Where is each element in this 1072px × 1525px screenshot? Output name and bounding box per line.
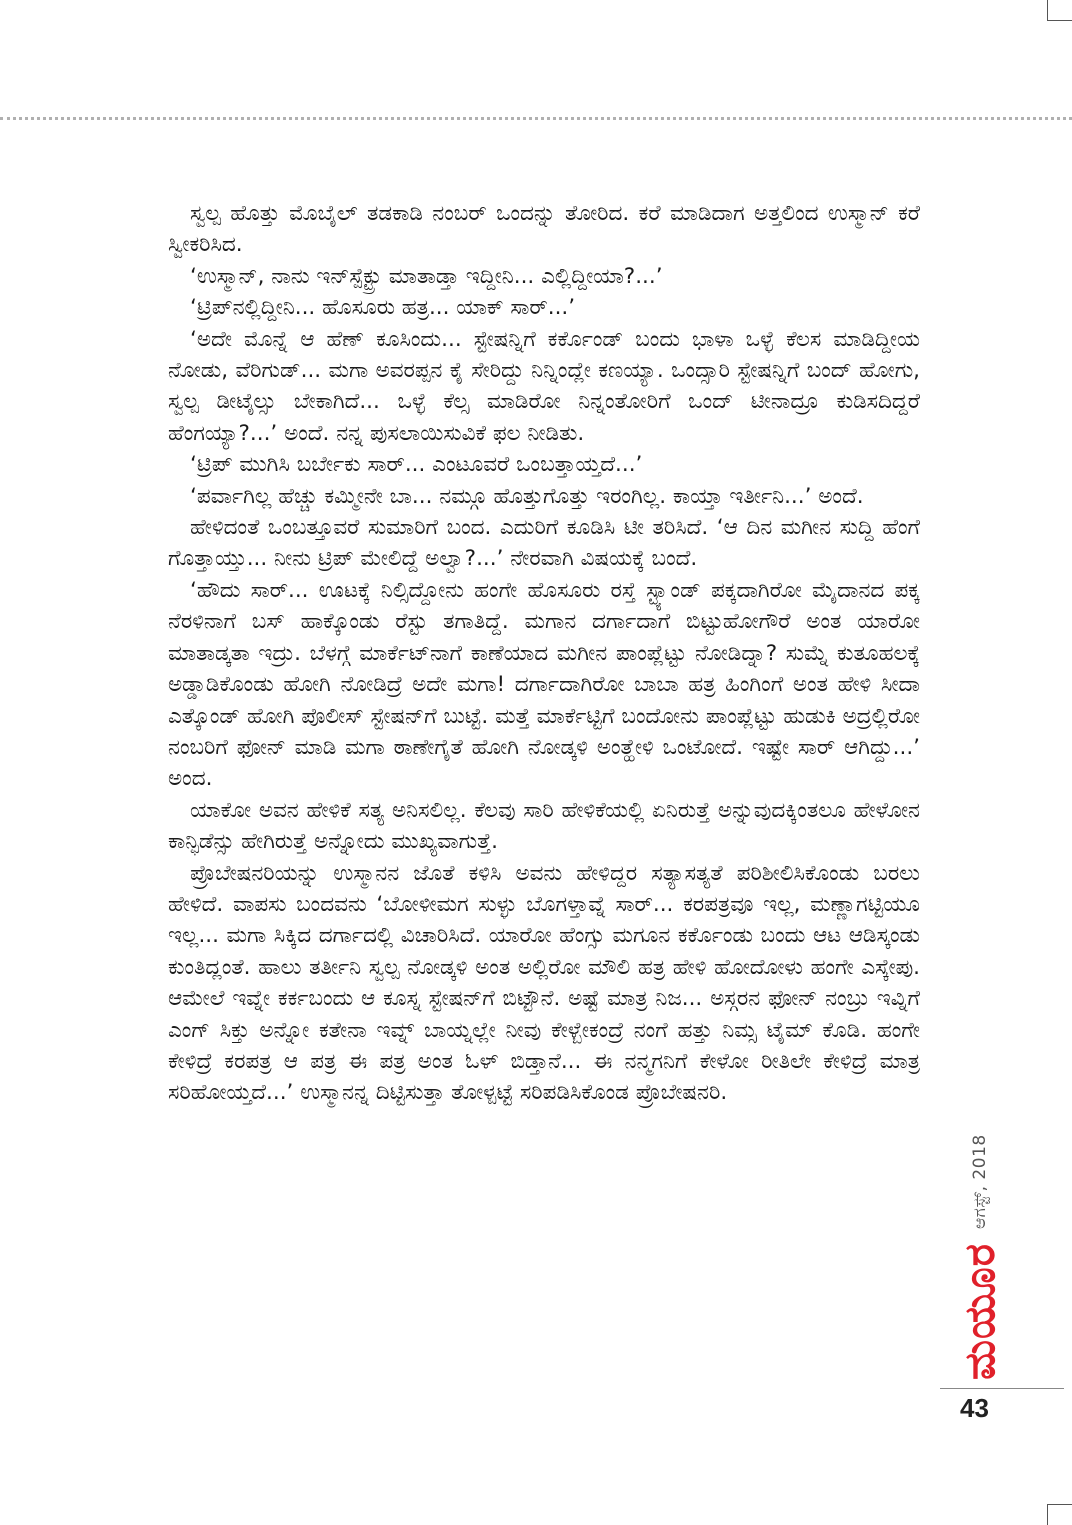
article-paragraph: ‘ಉಸ್ಮಾನ್, ನಾನು ಇನ್‌ಸ್ಪೆಕ್ಟ್ರು ಮಾತಾಡ್ತಾ ಇದ್ದೀನಿ... ಎಲ್ಲಿದ್ದೀಯಾ?...’ (190, 263, 663, 289)
article-paragraph: ‘ಹೌದು ಸಾರ್... ಊಟಕ್ಕೆ ನಿಲ್ಸಿದ್ದೋನು ಹಂಗೇ ಹೊಸೂರು ರಸ್ತೆ ಸ್ಟ್ಯಾಂಡ್ ಪಕ್ಕದಾಗಿರೋ ಮೈದಾನದ ಪಕ್ಕ ನೆರಳಿನಾಗೆ ಬಸ್ ಹಾಕ್ಕೊಂಡು ರೆಸ್ಟು ತಗಾತಿದ್ದೆ. ಮಗಾನ ದರ್ಗಾದಾಗೆ ಬಿಟ್ಟುಹೋಗೌರೆ ಅಂತ ಯಾರೋ ಮಾತಾಡ್ಕತಾ ಇದ್ರು. ಬೆಳಗ್ಗೆ ಮಾರ್ಕೆಟ್‌ನಾಗೆ ಕಾಣೆಯಾದ ಮಗೀನ ಪಾಂಪ್ಲೆಟ್ಟು ನೋಡಿದ್ನಾ? ಸುಮ್ನೆ ಕುತೂಹಲಕ್ಕೆ ಅಡ್ಡಾಡಿಕೊಂಡು ಹೋಗಿ ನೋಡಿದ್ರೆ ಅದೇ ಮಗಾ! ದರ್ಗಾದಾಗಿರೋ ಬಾಬಾ ಹತ್ರ ಹಿಂಗಿಂಗೆ ಅಂತ ಹೇಳಿ ಸೀದಾ ಎತ್ಕೊಂಡ್ ಹೋಗಿ ಪೊಲೀಸ್ ಸ್ಟೇಷನ್‌ಗೆ ಬುಟ್ಟೆ. ಮತ್ತೆ ಮಾರ್ಕೆಟ್ಟಿಗೆ ಬಂದೋನು ಪಾಂಪ್ಲೆಟ್ಟು ಹುಡುಕಿ ಅದ್ರಲ್ಲಿರೋ ನಂಬರಿಗೆ ಫೋನ್ ಮಾಡಿ ಮಗಾ ಠಾಣೇಗೈತೆ ಹೋಗಿ ನೋಡ್ಕಳಿ ಅಂತ್ಹೇಳಿ ಒಂಟೋದೆ. ಇಷ್ಟೇ ಸಾರ್ ಆಗಿದ್ದು...’ ಅಂದ. (168, 577, 920, 792)
crop-mark-top (1047, 0, 1072, 21)
article-paragraph: ‘ಅದೇ ಮೊನ್ನೆ ಆ ಹೆಣ್ ಕೂಸಿಂದು... ಸ್ಟೇಷನ್ನಿಗೆ ಕರ್ಕೊಂಡ್ ಬಂದು ಭಾಳಾ ಒಳ್ಳೆ ಕೆಲಸ ಮಾಡಿದ್ದೀಯ ನೋಡು, ವೆರಿಗುಡ್... ಮಗಾ ಅವರಪ್ಪನ ಕೈ ಸೇರಿದ್ದು ನಿನ್ನಿಂದ್ಲೇ ಕಣಯ್ಯಾ. ಒಂದ್ಸಾರಿ ಸ್ಟೇಷನ್ನಿಗೆ ಬಂದ್ ಹೋಗು, ಸ್ವಲ್ಪ ಡೀಟೈಲ್ಸು ಬೇಕಾಗಿದೆ... ಒಳ್ಳೆ ಕೆಲ್ಸ ಮಾಡಿರೋ ನಿನ್ನಂತೋರಿಗೆ ಒಂದ್ ಟೀನಾದ್ರೂ ಕುಡಿಸದಿದ್ದರೆ ಹೆಂಗಯ್ಯಾ?...’ ಅಂದೆ. ನನ್ನ ಪುಸಲಾಯಿಸುವಿಕೆ ಫಲ ನೀಡಿತು. (168, 326, 920, 446)
article-paragraph: ‘ಟ್ರಿಪ್‌ನಲ್ಲಿದ್ದೀನಿ... ಹೊಸೂರು ಹತ್ರ... ಯಾಕ್ ಸಾರ್...’ (190, 295, 576, 321)
article-paragraph: ಸ್ವಲ್ಪ ಹೊತ್ತು ಮೊಬೈಲ್ ತಡಕಾಡಿ ನಂಬರ್ ಒಂದನ್ನು ತೋರಿದ. ಕರೆ ಮಾಡಿದಾಗ ಅತ್ತಲಿಂದ ಉಸ್ಮಾನ್ ಕರೆ ಸ್ವೀಕರಿಸಿದ. (168, 201, 920, 258)
page-number-rule (940, 1388, 1064, 1389)
article-paragraph: ಹೇಳಿದಂತೆ ಒಂಬತ್ತೂವರೆ ಸುಮಾರಿಗೆ ಬಂದ. ಎದುರಿಗೆ ಕೂಡಿಸಿ ಟೀ ತರಿಸಿದೆ. ‘ಆ ದಿನ ಮಗೀನ ಸುದ್ದಿ ಹೆಂಗೆ ಗೊತ್ತಾಯ್ತು... ನೀನು ಟ್ರಿಪ್ ಮೇಲಿದ್ದೆ ಅಲ್ವಾ?...’ ನೇರವಾಗಿ ವಿಷಯಕ್ಕೆ ಬಂದೆ. (168, 515, 920, 572)
crop-mark-bottom (1047, 1504, 1072, 1525)
issue-date: ಆಗಸ್ಟ್, 2018 (970, 1134, 990, 1230)
header-dotted-rule (0, 117, 1072, 120)
article-paragraph: ಪ್ರೊಬೇಷನರಿಯನ್ನು ಉಸ್ಮಾನನ ಜೊತೆ ಕಳಿಸಿ ಅವನು ಹೇಳಿದ್ದರ ಸತ್ಯಾಸತ್ಯತೆ ಪರಿಶೀಲಿಸಿಕೊಂಡು ಬರಲು ಹೇಳಿದೆ. ವಾಪಸು ಬಂದವನು ‘ಬೋಳೀಮಗ ಸುಳ್ಳು ಬೊಗಳ್ತಾವ್ನೆ ಸಾರ್... ಕರಪತ್ರವೂ ಇಲ್ಲ, ಮಣ್ಣಾಗಟ್ಟಿಯೂ ಇಲ್ಲ... ಮಗಾ ಸಿಕ್ಕಿದ ದರ್ಗಾದಲ್ಲಿ ವಿಚಾರಿಸಿದೆ. ಯಾರೋ ಹೆಂಗ್ಸು ಮಗೂನ ಕರ್ಕೊಂಡು ಬಂದು ಆಟ ಆಡಿಸ್ಕಂಡು ಕುಂತಿದ್ಲಂತೆ. ಹಾಲು ತರ್ತೀನಿ ಸ್ವಲ್ಪ ನೋಡ್ಕಳಿ ಅಂತ ಅಲ್ಲಿರೋ ಮೌಲಿ ಹತ್ರ ಹೇಳಿ ಹೋದೋಳು ಹಂಗೇ ಎಸ್ಕೇಪು. ಆಮೇಲೆ ಇವ್ನೇ ಕರ್ಕಬಂದು ಆ ಕೂಸ್ನ ಸ್ಟೇಷನ್‌ಗೆ ಬಿಟ್ಟೌನೆ. ಅಷ್ಟೆ ಮಾತ್ರ ನಿಜ... ಅಸ್ಗರನ ಫೋನ್ ನಂಬ್ರು ಇವ್ನಿಗೆ ಎಂಗ್ ಸಿಕ್ತು ಅನ್ನೋ ಕತೇನಾ ಇವ್ನ್ ಬಾಯ್ನಲ್ಲೇ ನೀವು ಕೇಳ್ಬೇಕಂದ್ರೆ ನಂಗೆ ಹತ್ತು ನಿಮ್ಸ ಟೈಮ್ ಕೊಡಿ. ಹಂಗೇ ಕೇಳಿದ್ರೆ ಕರಪತ್ರ ಆ ಪತ್ರ ಈ ಪತ್ರ ಅಂತ ಓಳ್ ಬಿಡ್ತಾನೆ... ಈ ನನ್ಮಗನಿಗೆ ಕೇಳೋ ರೀತಿಲೇ ಕೇಳಿದ್ರೆ ಮಾತ್ರ ಸರಿಹೋಯ್ತದೆ...’ ಉಸ್ಮಾನನ್ನ ದಿಟ್ಟಿಸುತ್ತಾ ತೋಳ್ಪಟ್ಟೆ ಸರಿಪಡಿಸಿಕೊಂಡ ಪ್ರೊಬೇಷನರಿ. (168, 860, 920, 1106)
article-body (168, 198, 920, 1109)
page-number: 43 (960, 1393, 989, 1423)
article-paragraph: ‘ಪರ್ವಾಗಿಲ್ಲ ಹೆಚ್ಚು ಕಮ್ಮೀನೇ ಬಾ... ನಮ್ಗೂ ಹೊತ್ತುಗೊತ್ತು ಇರಂಗಿಲ್ಲ. ಕಾಯ್ತಾ ಇರ್ತೀನಿ...’ ಅಂದೆ. (190, 483, 864, 509)
article-paragraph: ‘ಟ್ರಿಪ್ ಮುಗಿಸಿ ಬರ್ಬೇಕು ಸಾರ್... ಎಂಟೂವರೆ ಒಂಬತ್ತಾಯ್ತದೆ...’ (190, 452, 643, 478)
magazine-logo: ಮಯೂರ (955, 1243, 1004, 1380)
magazine-side-label (945, 1120, 1015, 1380)
article-paragraph: ಯಾಕೋ ಅವನ ಹೇಳಿಕೆ ಸತ್ಯ ಅನಿಸಲಿಲ್ಲ. ಕೆಲವು ಸಾರಿ ಹೇಳಿಕೆಯಲ್ಲಿ ಏನಿರುತ್ತೆ ಅನ್ನುವುದಕ್ಕಿಂತಲೂ ಹೇಳೋನ ಕಾನ್ಫಿಡೆನ್ಸು ಹೇಗಿರುತ್ತೆ ಅನ್ನೋದು ಮುಖ್ಯವಾಗುತ್ತೆ. (168, 797, 920, 855)
